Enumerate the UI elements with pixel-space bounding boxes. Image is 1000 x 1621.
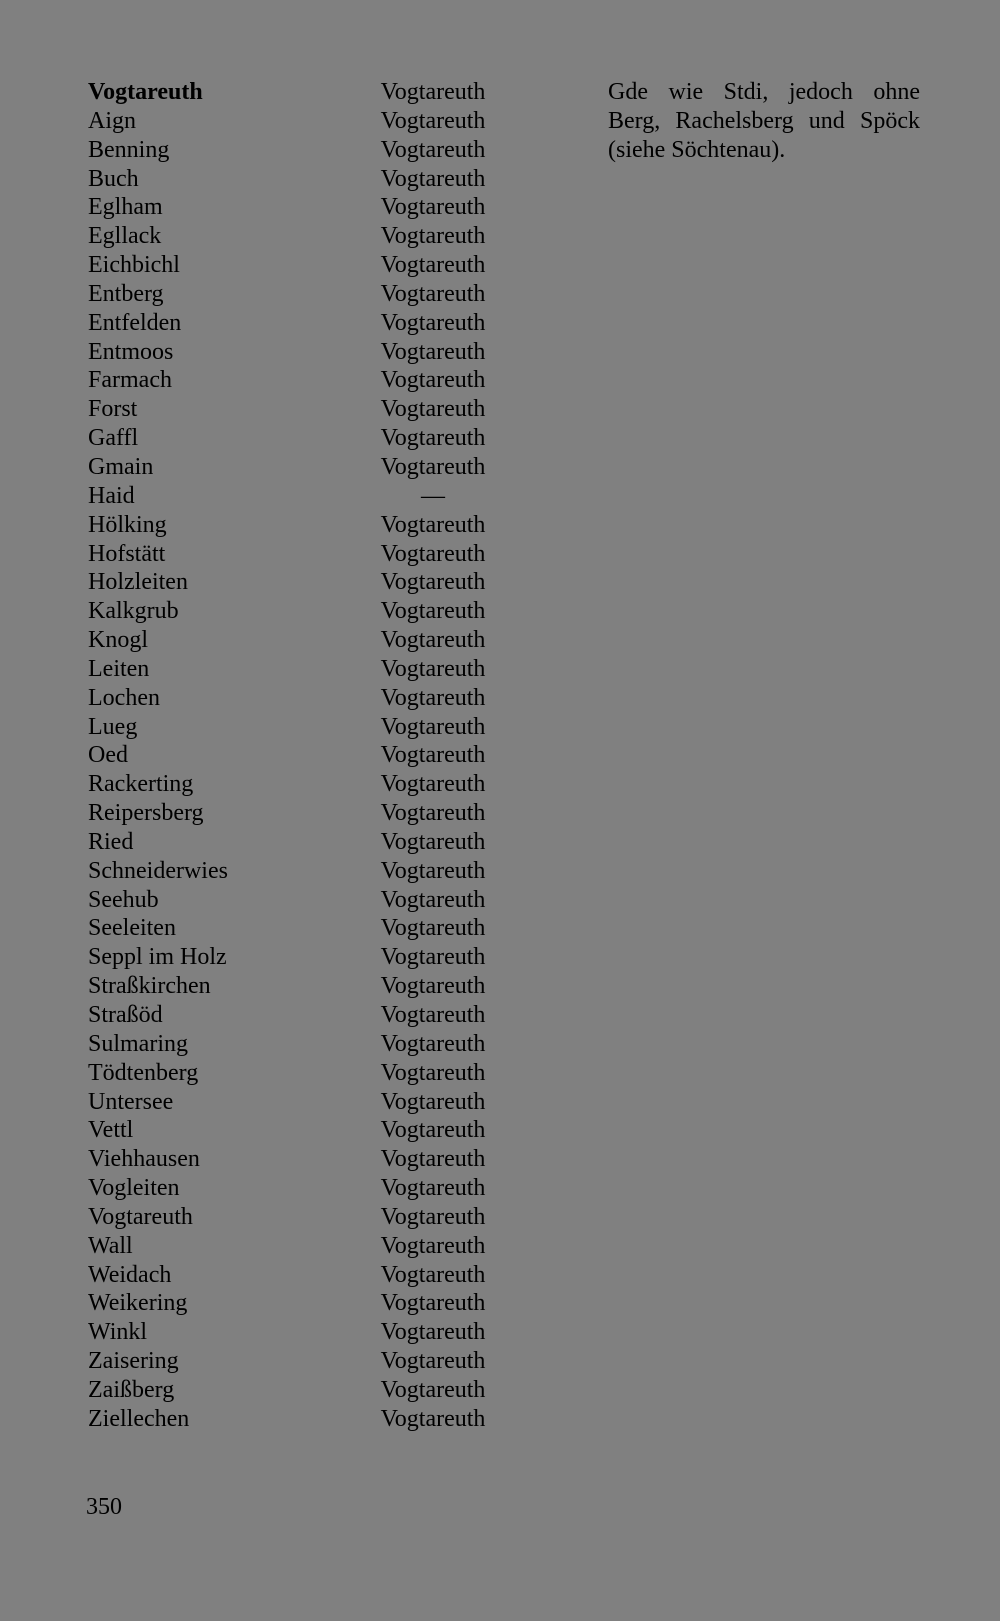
municipality-name: Vogtareuth	[380, 598, 486, 625]
place-name: Egllack	[88, 223, 162, 250]
place-name: Seppl im Holz	[88, 944, 227, 971]
place-name: Sulmaring	[88, 1030, 188, 1057]
municipality-name: Vogtareuth	[380, 396, 486, 423]
place-name: Benning	[88, 136, 170, 163]
place-name: Aign	[88, 107, 136, 134]
municipality-name: Vogtareuth	[380, 1376, 486, 1403]
place-name: Ried	[88, 828, 134, 855]
place-name: Ziellechen	[88, 1405, 190, 1432]
municipality-name: Vogtareuth	[380, 136, 486, 163]
municipality-name: Vogtareuth	[380, 1203, 486, 1230]
municipality-name: Vogtareuth	[380, 1146, 486, 1173]
place-name: Hölking	[88, 511, 167, 538]
municipality-name: Vogtareuth	[380, 107, 486, 134]
place-name: Buch	[88, 165, 139, 192]
place-name: Lochen	[88, 684, 160, 711]
place-name: Entberg	[88, 280, 164, 307]
municipality-name: Vogtareuth	[380, 1175, 486, 1202]
municipality-name: Vogtareuth	[380, 828, 486, 855]
place-name: Winkl	[88, 1319, 148, 1346]
municipality-name: Vogtareuth	[380, 655, 486, 682]
municipality-name: Vogtareuth	[380, 1030, 486, 1057]
municipality-name: Vogtareuth	[380, 280, 486, 307]
place-name: Farmach	[88, 367, 172, 394]
municipality-name: Vogtareuth	[380, 1348, 486, 1375]
municipality-name: Vogtareuth	[380, 425, 486, 452]
place-name: Knogl	[88, 627, 148, 654]
municipality-name: Vogtareuth	[380, 627, 486, 654]
place-name: Schneiderwies	[88, 857, 228, 884]
place-name: Tödtenberg	[88, 1059, 199, 1086]
place-name: Leiten	[88, 655, 150, 682]
municipality-name: Vogtareuth	[380, 771, 486, 798]
municipality-name: Vogtareuth	[380, 1405, 486, 1432]
municipality-name: Vogtareuth	[380, 684, 486, 711]
place-name: Reipersberg	[88, 800, 204, 827]
municipality-name: Vogtareuth	[380, 569, 486, 596]
municipality-name: Vogtareuth	[380, 1059, 486, 1086]
place-name: Weikering	[88, 1290, 188, 1317]
place-name: Lueg	[88, 713, 138, 740]
municipality-name: Vogtareuth	[380, 79, 486, 105]
place-name: Weidach	[88, 1261, 172, 1288]
municipality-name: Vogtareuth	[380, 1232, 486, 1259]
place-name: Vogleiten	[88, 1175, 180, 1202]
place-name: Seehub	[88, 886, 159, 913]
municipality-name: Vogtareuth	[380, 511, 486, 538]
municipality-column	[358, 78, 508, 1434]
municipality-name: Vogtareuth	[380, 309, 486, 336]
municipality-name: Vogtareuth	[380, 194, 486, 221]
municipality-name: Vogtareuth	[380, 1088, 486, 1115]
municipality-name: —	[421, 482, 445, 509]
municipality-name: Vogtareuth	[380, 800, 486, 827]
municipality-name: Vogtareuth	[380, 742, 486, 769]
municipality-name: Vogtareuth	[380, 1117, 486, 1144]
place-name: Vogtareuth	[88, 79, 203, 105]
municipality-name: Vogtareuth	[380, 915, 486, 942]
municipality-name: Vogtareuth	[380, 367, 486, 394]
place-name: Zaißberg	[88, 1376, 175, 1403]
municipality-name: Vogtareuth	[380, 973, 486, 1000]
municipality-name: Vogtareuth	[380, 1290, 486, 1317]
place-name: Gaffl	[88, 425, 139, 452]
place-name: Oed	[88, 742, 128, 769]
place-name: Holzleiten	[88, 569, 188, 596]
place-name: Rackerting	[88, 771, 194, 798]
municipality-name: Vogtareuth	[380, 338, 486, 365]
place-name: Forst	[88, 396, 138, 423]
place-name: Seeleiten	[88, 915, 176, 942]
remark-note: Gde wie Stdi, jedoch ohne Berg, Rachelsberg und Spöck (siehe Söchtenau).	[608, 79, 920, 163]
place-name: Untersee	[88, 1088, 174, 1115]
place-name: Viehhausen	[88, 1146, 200, 1173]
municipality-name: Vogtareuth	[380, 713, 486, 740]
place-name: Straßkirchen	[88, 973, 211, 1000]
place-name: Gmain	[88, 453, 154, 480]
place-name-column	[88, 78, 348, 1434]
municipality-name: Vogtareuth	[380, 223, 486, 250]
place-name: Vettl	[88, 1117, 134, 1144]
place-name: Hofstätt	[88, 540, 166, 567]
place-name: Eichbichl	[88, 252, 180, 279]
place-name: Wall	[88, 1232, 133, 1259]
municipality-name: Vogtareuth	[380, 857, 486, 884]
municipality-name: Vogtareuth	[380, 1319, 486, 1346]
municipality-name: Vogtareuth	[380, 886, 486, 913]
page-number: 350	[86, 1494, 122, 1520]
municipality-name: Vogtareuth	[380, 944, 486, 971]
place-name: Haid	[88, 482, 135, 509]
place-name: Entfelden	[88, 309, 182, 336]
place-name: Zaisering	[88, 1348, 179, 1375]
municipality-name: Vogtareuth	[380, 1002, 486, 1028]
place-name: Kalkgrub	[88, 598, 179, 625]
municipality-name: Vogtareuth	[380, 165, 486, 192]
place-name: Entmoos	[88, 338, 174, 365]
municipality-name: Vogtareuth	[380, 540, 486, 567]
place-name: Eglham	[88, 194, 163, 221]
municipality-name: Vogtareuth	[380, 1261, 486, 1288]
place-name: Straßöd	[88, 1002, 163, 1028]
municipality-name: Vogtareuth	[380, 252, 486, 279]
place-name: Vogtareuth	[88, 1203, 193, 1230]
municipality-name: Vogtareuth	[380, 453, 486, 480]
